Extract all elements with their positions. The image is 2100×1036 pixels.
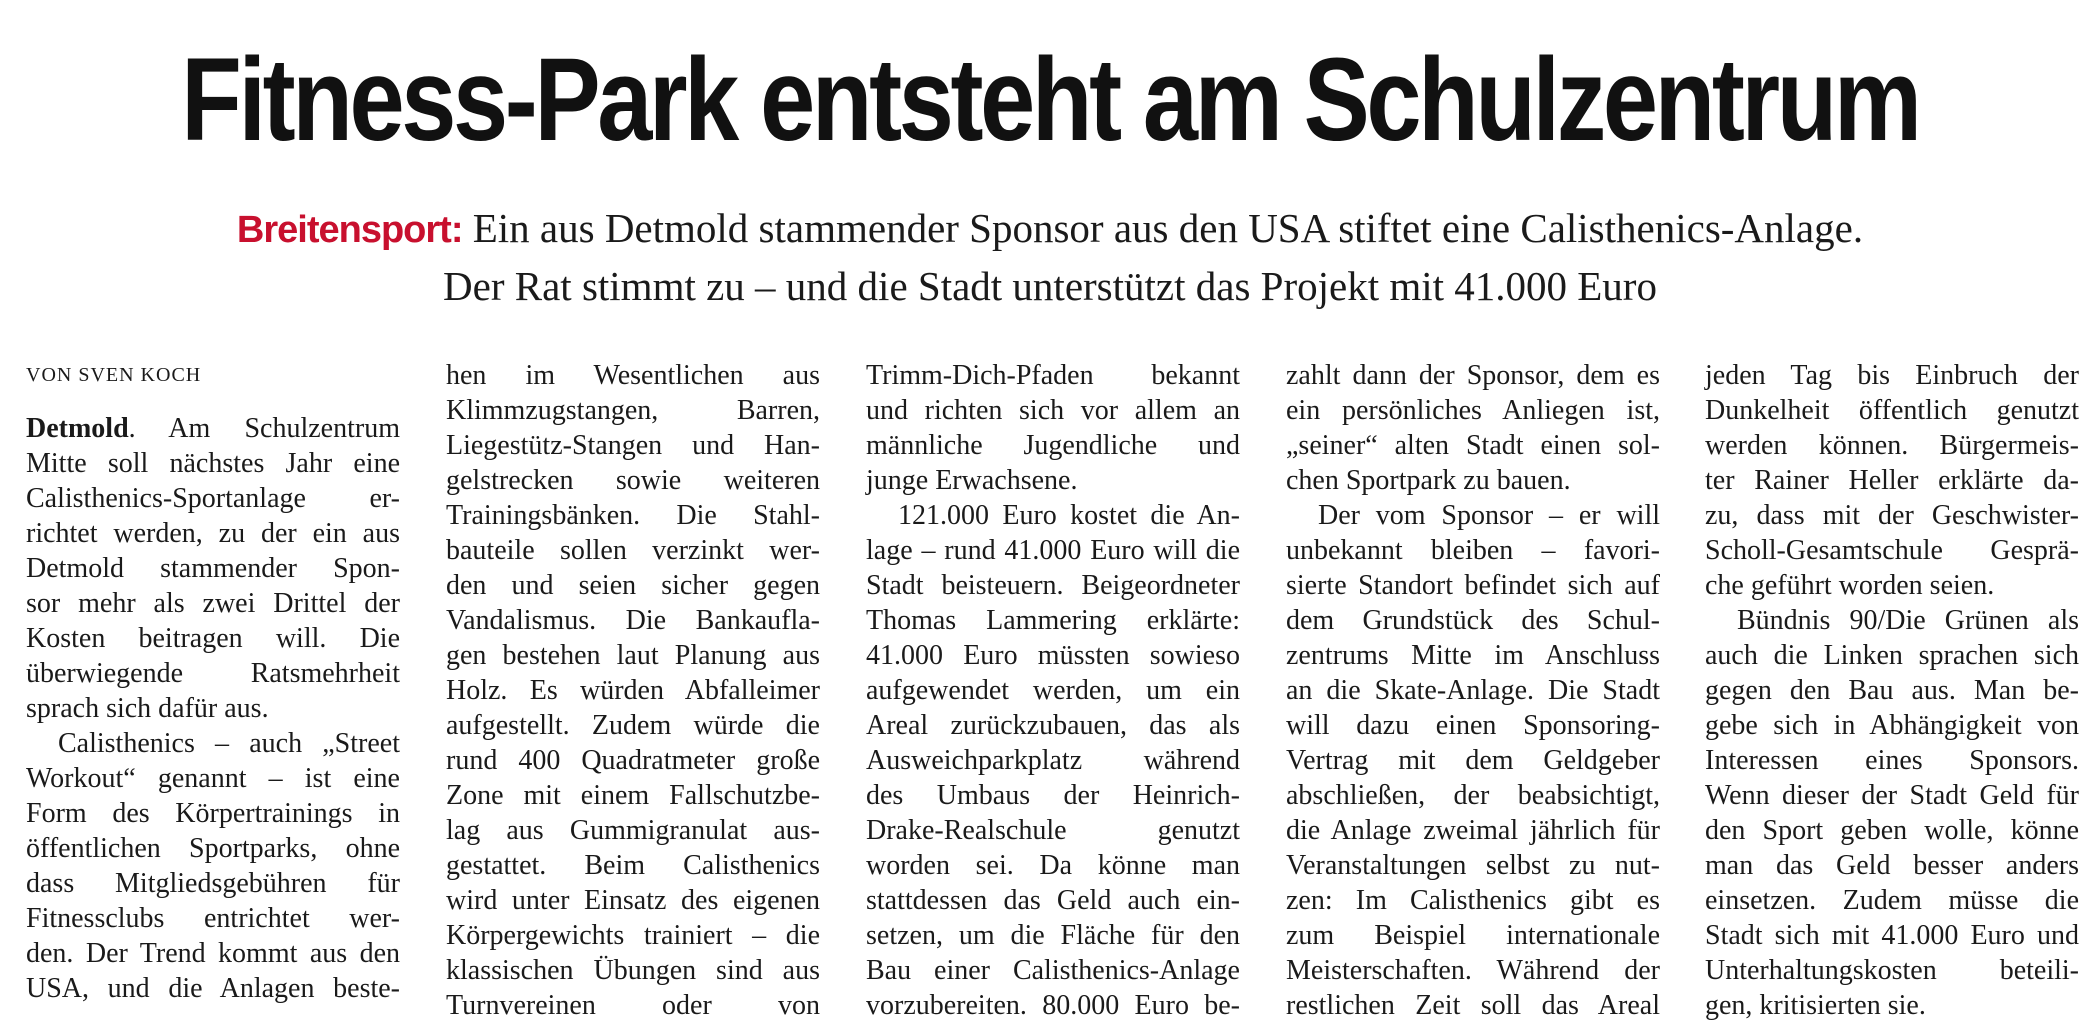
column-line: einsetzen. Zudem müsse die [1705, 885, 2079, 916]
column-line: Wenn dieser der Stadt Geld für [1705, 780, 2079, 811]
column-line: Areal zurückzubauen, das als [866, 710, 1240, 741]
column-line: gelstrecken sowie weiteren [446, 465, 820, 496]
column-line: 41.000 Euro müssten sowieso [866, 640, 1240, 671]
column-line: chen Sportpark zu bauen. [1286, 465, 1571, 496]
column-line: hen im Wesentlichen aus [446, 360, 820, 391]
column-line: Trainingsbänken. Die Stahl- [446, 500, 820, 531]
column-line [26, 411, 400, 446]
subheadline [0, 200, 2100, 314]
column-line: sprach sich dafür aus. [26, 693, 269, 724]
article-column-3 [866, 358, 1240, 1023]
column-line: lage – rund 41.000 Euro will die [866, 535, 1240, 566]
column-line: dass Mitgliedsgebühren für [26, 868, 400, 899]
column-line: ter Rainer Heller erklärte da- [1705, 465, 2079, 496]
column-line: dem Grundstück des Schul- [1286, 605, 1660, 636]
column-line: Bündnis 90/Die Grünen als [1737, 605, 2079, 636]
column-line: Scholl-Gesamtschule Gesprä- [1705, 535, 2079, 566]
column-line: Detmold stammender Spon- [26, 553, 400, 584]
column-line: Der vom Sponsor – er will [1318, 500, 1660, 531]
column-line: zahlt dann der Sponsor, dem es [1286, 360, 1660, 391]
column-line: stattdessen das Geld auch ein- [866, 885, 1240, 916]
column-line: an die Skate-Anlage. Die Stadt [1286, 675, 1660, 706]
column-line: öffentlichen Sportparks, ohne [26, 833, 400, 864]
column-line: Dunkelheit öffentlich genutzt [1705, 395, 2079, 426]
column-line: den und seien sicher gegen [446, 570, 820, 601]
column-line: des Umbaus der Heinrich- [866, 780, 1240, 811]
column-line: Meisterschaften. Während der [1286, 955, 1660, 986]
column-line: jeden Tag bis Einbruch der [1705, 360, 2079, 391]
column-line: auch die Linken sprachen sich [1705, 640, 2079, 671]
column-line: man das Geld besser anders [1705, 850, 2079, 881]
column-line: abschließen, der beabsichtigt, [1286, 780, 1660, 811]
column-line: überwiegende Ratsmehrheit [26, 658, 400, 689]
column-line: Workout“ genannt – ist eine [26, 763, 400, 794]
column-line: zen: Im Calisthenics gibt es [1286, 885, 1660, 916]
column-line: USA, und die Anlagen beste- [26, 973, 400, 1004]
column-line: Unterhaltungskosten beteili- [1705, 955, 2079, 986]
column-line: ein persönliches Anliegen ist, [1286, 395, 1660, 426]
column-line: Drake-Realschule genutzt [866, 815, 1240, 846]
column-line: Stadt beisteuern. Beigeordneter [866, 570, 1240, 601]
column-line: Form des Körpertrainings in [26, 798, 400, 829]
column-line: Trimm-Dich-Pfaden bekannt [866, 360, 1240, 391]
column-line: rund 400 Quadratmeter große [446, 745, 820, 776]
column-line: gestattet. Beim Calisthenics [446, 850, 820, 881]
column-line: Vandalismus. Die Bankaufla- [446, 605, 820, 636]
kicker-label: Breitensport: [236, 209, 463, 251]
dateline: Detmold [26, 413, 129, 444]
article-column-5 [1705, 358, 2079, 1023]
column-line: Klimmzugstangen, Barren, [446, 395, 820, 426]
column-line: unbekannt bleiben – favori- [1286, 535, 1660, 566]
column-line: sierte Standort befindet sich auf [1286, 570, 1660, 601]
column-line: richtet werden, zu der ein aus [26, 518, 400, 549]
column-line: aufgewendet werden, um ein [866, 675, 1240, 706]
column-line: gebe sich in Abhängigkeit von [1705, 710, 2079, 741]
headline: Fitness-Park entsteht am Schulzentrum [181, 34, 1919, 166]
article-column-2 [446, 358, 820, 1023]
column-line-text: . Am Schulzentrum [128, 413, 400, 444]
column-line: Kosten beitragen will. Die [26, 623, 400, 654]
column-line: Calisthenics – auch „Street [58, 728, 400, 759]
column-line: zu, dass mit der Geschwister- [1705, 500, 2079, 531]
column-line: Interessen eines Sponsors. [1705, 745, 2079, 776]
column-line: gen bestehen laut Planung aus [446, 640, 820, 671]
column-line: vorzubereiten. 80.000 Euro be- [866, 990, 1240, 1021]
column-line: werden können. Bürgermeis- [1705, 430, 2079, 461]
column-line: Vertrag mit dem Geldgeber [1286, 745, 1660, 776]
column-line: Ausweichparkplatz während [866, 745, 1240, 776]
column-line: restlichen Zeit soll das Areal [1286, 990, 1660, 1021]
column-line: Zone mit einem Fallschutzbe- [446, 780, 820, 811]
column-line: den Sport geben wolle, könne [1705, 815, 2079, 846]
column-line: zentrums Mitte im Anschluss [1286, 640, 1660, 671]
subheadline-line-2: Der Rat stimmt zu – und die Stadt unterstützt das Projekt mit 41.000 Euro [443, 263, 1657, 309]
column-line: Veranstaltungen selbst zu nut- [1286, 850, 1660, 881]
subheadline-line-1 [0, 200, 2100, 258]
column-line: sor mehr als zwei Drittel der [26, 588, 400, 619]
column-line: aufgestellt. Zudem würde die [446, 710, 820, 741]
column-line: wird unter Einsatz des eigenen [446, 885, 820, 916]
column-line: lag aus Gummigranulat aus- [446, 815, 820, 846]
column-line: worden sei. Da könne man [866, 850, 1240, 881]
column-line: die Anlage zweimal jährlich für [1286, 815, 1660, 846]
column-line: Holz. Es würden Abfalleimer [446, 675, 820, 706]
column-line: will dazu einen Sponsoring- [1286, 710, 1660, 741]
column-line: setzen, um die Fläche für den [866, 920, 1240, 951]
column-line: und richten sich vor allem an [866, 395, 1240, 426]
column-line: Mitte soll nächstes Jahr eine [26, 448, 400, 479]
article-column-4 [1286, 358, 1660, 1023]
column-line: zum Beispiel internationale [1286, 920, 1660, 951]
column-line: Liegestütz-Stangen und Han- [446, 430, 820, 461]
column-line: Körpergewichts trainiert – die [446, 920, 820, 951]
column-line: Turnvereinen oder von [446, 990, 820, 1021]
column-line: gen, kritisierten sie. [1705, 990, 1926, 1021]
column-line: junge Erwachsene. [866, 465, 1078, 496]
column-line: Calisthenics-Sportanlage er- [26, 483, 400, 514]
column-line: Fitnessclubs entrichtet wer- [26, 903, 400, 934]
subheadline-text-1: Ein aus Detmold stammender Sponsor aus den USA stiftet eine Calisthenics-Anlage. [462, 205, 1864, 251]
column-line: den. Der Trend kommt aus den [26, 938, 400, 969]
column-line: Thomas Lammering erklärte: [866, 605, 1240, 636]
column-line: bauteile sollen verzinkt wer- [446, 535, 820, 566]
column-line: gegen den Bau aus. Man be- [1705, 675, 2079, 706]
column-line: männliche Jugendliche und [866, 430, 1240, 461]
column-line: Bau einer Calisthenics-Anlage [866, 955, 1240, 986]
article-column-1 [26, 358, 400, 1006]
column-line: „seiner“ alten Stadt einen sol- [1286, 430, 1660, 461]
column-line: klassischen Übungen sind aus [446, 955, 820, 986]
byline: VON SVEN KOCH [26, 364, 202, 386]
column-line: Stadt sich mit 41.000 Euro und [1705, 920, 2079, 951]
column-line: che geführt worden seien. [1705, 570, 1995, 601]
column-line: 121.000 Euro kostet die An- [898, 500, 1240, 531]
